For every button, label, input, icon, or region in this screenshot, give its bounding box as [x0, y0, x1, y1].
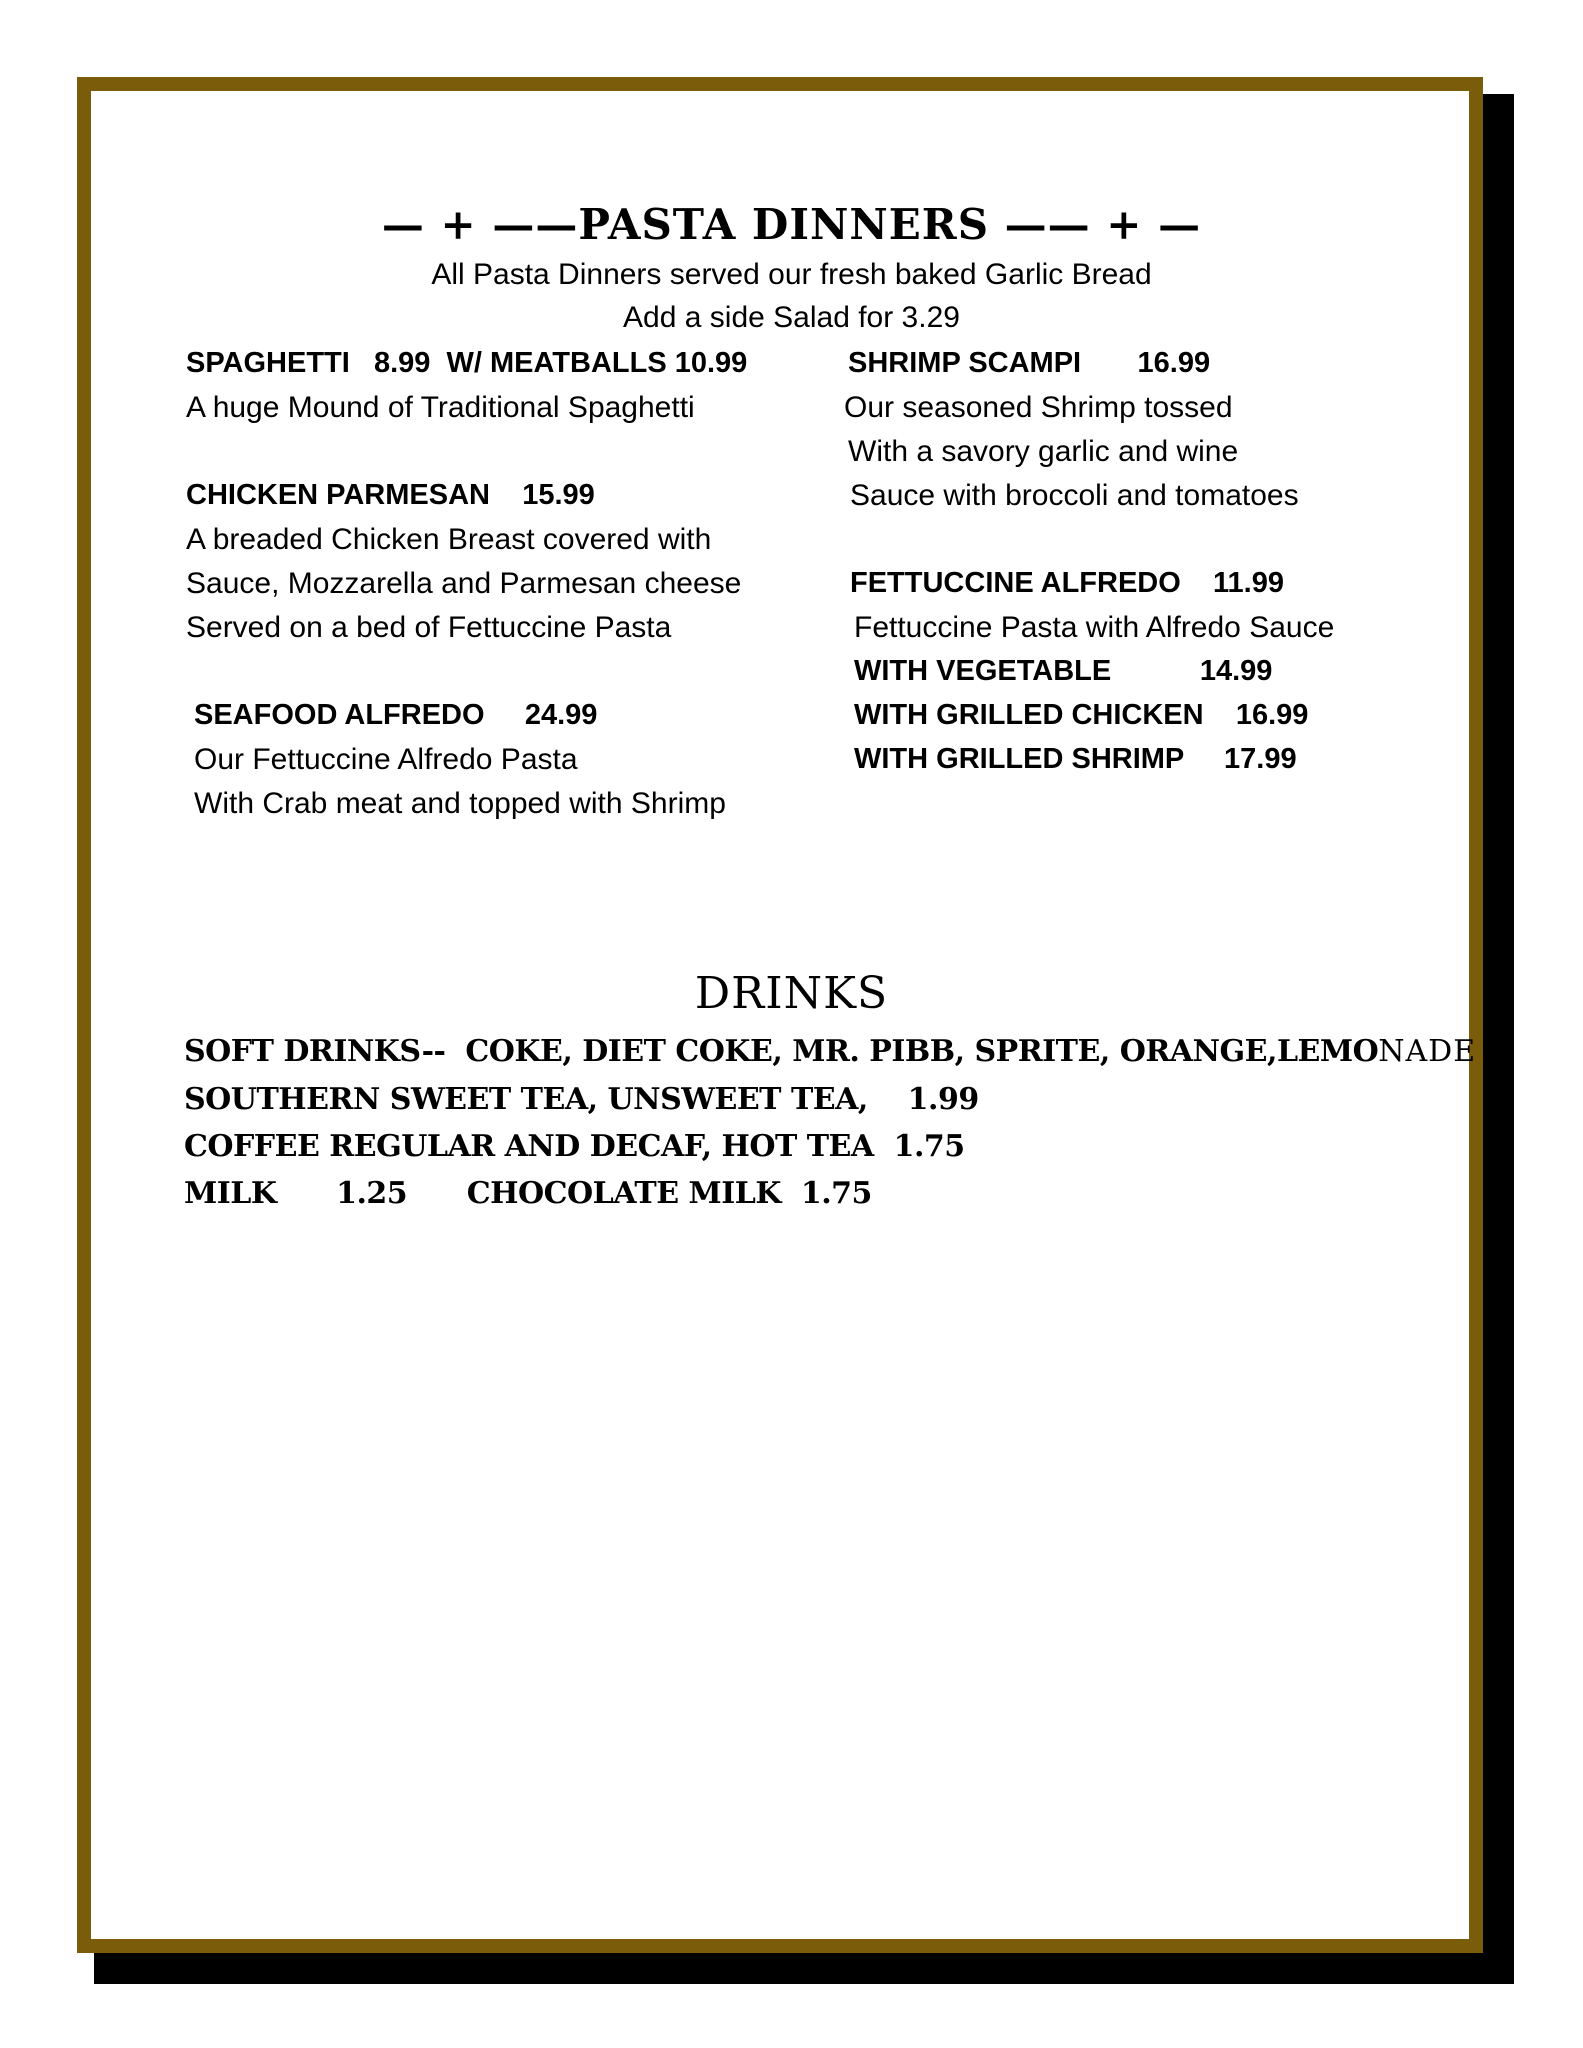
pasta-intro-line1: All Pasta Dinners served our fresh baked Garlic Bread	[431, 258, 1152, 291]
drinks-soft-drinks-line	[184, 1034, 1477, 1069]
fettuccine-option-vegetable: WITH VEGETABLE 14.99	[854, 655, 1273, 687]
pasta-dinners-heading: — + ——PASTA DINNERS —— + —	[381, 200, 1202, 249]
chicken-parmesan-desc2: Sauce, Mozzarella and Parmesan cheese	[186, 567, 742, 600]
seafood-alfredo-title: SEAFOOD ALFREDO 24.99	[194, 699, 598, 731]
shrimp-scampi-desc3: Sauce with broccoli and tomatoes	[850, 479, 1299, 512]
drinks-heading: DRINKS	[694, 968, 889, 1019]
shrimp-scampi-title: SHRIMP SCAMPI 16.99	[848, 347, 1211, 379]
fettuccine-alfredo-desc: Fettuccine Pasta with Alfredo Sauce	[854, 611, 1335, 644]
pasta-intro-line2: Add a side Salad for 3.29	[623, 301, 960, 334]
spaghetti-title: SPAGHETTI 8.99 W/ MEATBALLS 10.99	[186, 347, 748, 379]
chicken-parmesan-desc3: Served on a bed of Fettuccine Pasta	[186, 611, 672, 644]
fettuccine-option-shrimp: WITH GRILLED SHRIMP 17.99	[854, 743, 1297, 775]
drinks-coffee-line: COFFEE REGULAR AND DECAF, HOT TEA 1.75	[184, 1129, 965, 1164]
shrimp-scampi-desc1: Our seasoned Shrimp tossed	[844, 391, 1233, 424]
chicken-parmesan-desc1: A breaded Chicken Breast covered with	[186, 523, 712, 556]
fettuccine-alfredo-title: FETTUCCINE ALFREDO 11.99	[850, 567, 1284, 599]
spaghetti-desc: A huge Mound of Traditional Spaghetti	[186, 391, 695, 424]
drinks-tea-line: SOUTHERN SWEET TEA, UNSWEET TEA, 1.99	[184, 1082, 979, 1117]
drinks-milk-line: MILK 1.25 CHOCOLATE MILK 1.75	[184, 1176, 872, 1211]
soft-drinks-text-tail: NADE	[1378, 1034, 1477, 1069]
fettuccine-option-chicken: WITH GRILLED CHICKEN 16.99	[854, 699, 1309, 731]
chicken-parmesan-title: CHICKEN PARMESAN 15.99	[186, 479, 595, 511]
seafood-alfredo-desc1: Our Fettuccine Alfredo Pasta	[194, 743, 578, 776]
shrimp-scampi-desc2: With a savory garlic and wine	[848, 435, 1239, 468]
soft-drinks-text: SOFT DRINKS-- COKE, DIET COKE, MR. PIBB, SPRITE, ORANGE,LEMO	[184, 1034, 1379, 1069]
seafood-alfredo-desc2: With Crab meat and topped with Shrimp	[194, 787, 726, 820]
